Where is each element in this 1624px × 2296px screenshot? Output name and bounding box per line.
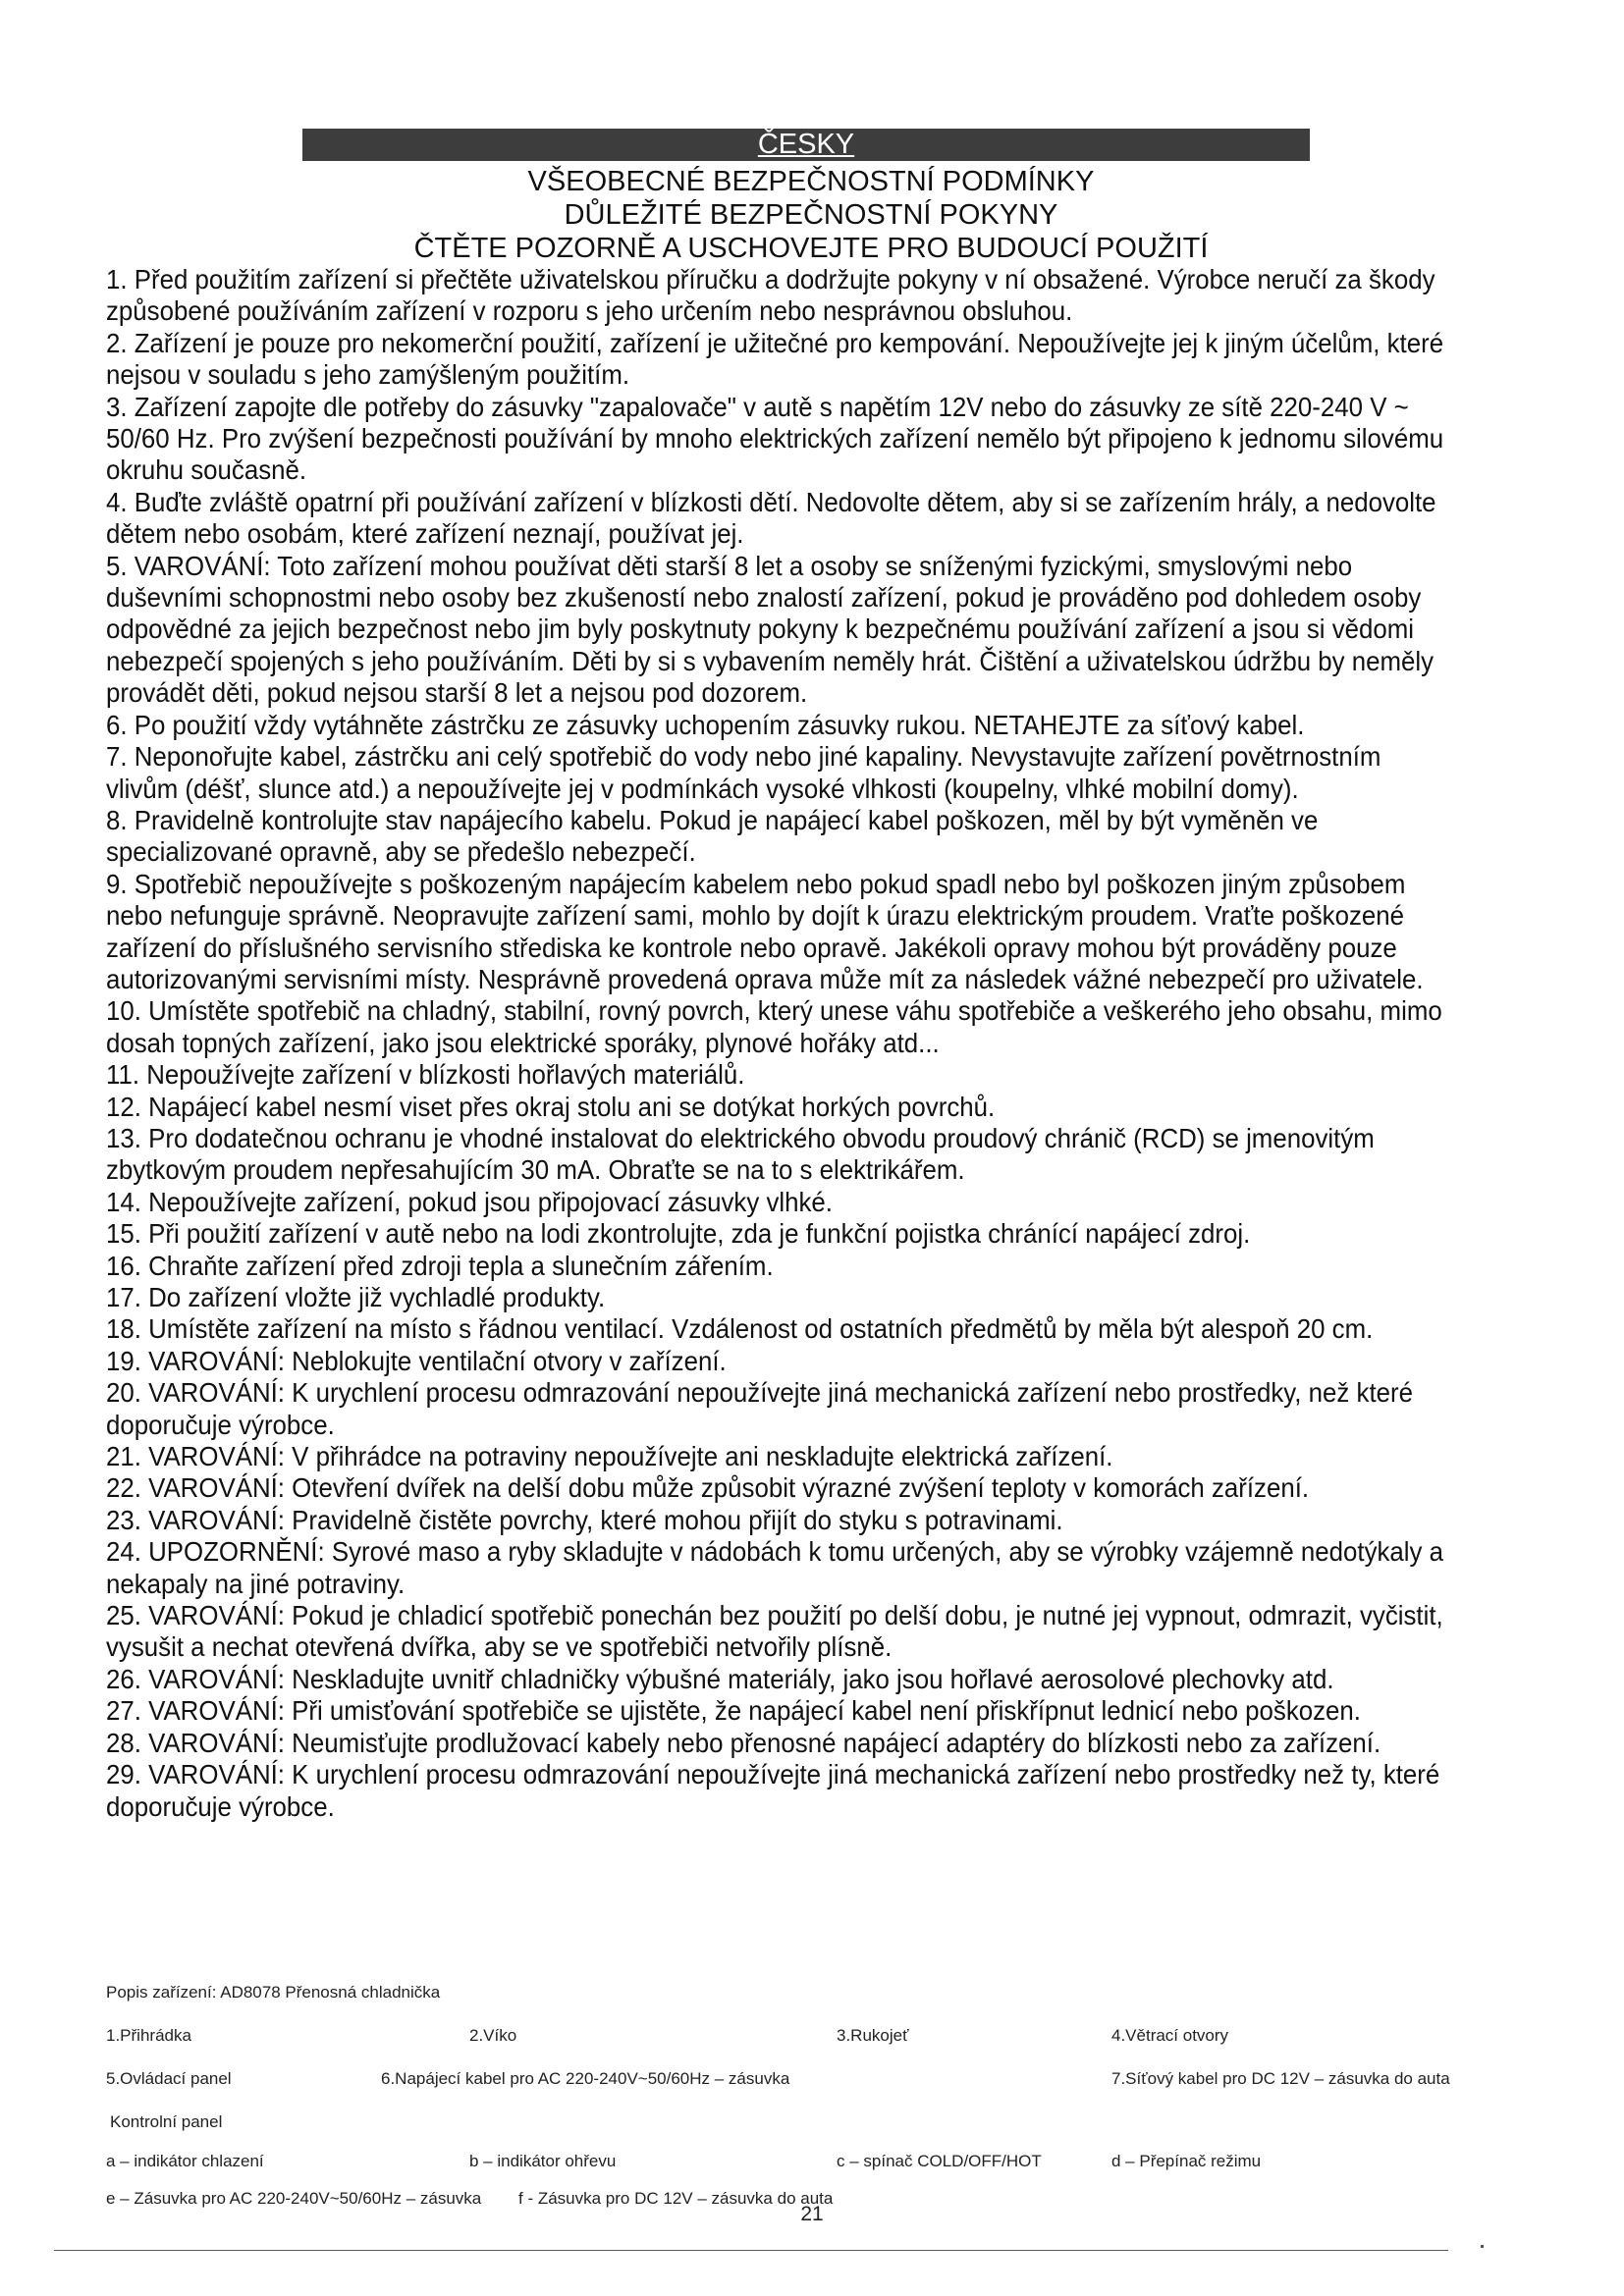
footer-divider [54, 2250, 1448, 2251]
list-item: 18. Umístěte zařízení na místo s řádnou ventilací. Vzdálenost od ostatních předmětů by měla být alespoň 20 cm. [106, 1313, 1374, 1345]
list-item: 5. VAROVÁNÍ: Toto zařízení mohou používat děti starší 8 let a osoby se sníženými fyzickými, smyslovými nebo duševními schopnostmi nebo osoby bez zkušeností nebo znalostí zařízení, pokud je prováděno pod dohledem osoby odpovědné za jejich bezpečnost nebo jim byly poskytnuty pokyny k bezpečnému používání zařízení a jsou si vědomi nebezpečí spojených s jeho používáním. Děti by si s vybavením neměly hrát. Čištění a uživatelskou údržbu by neměly provádět děti, pokud nejsou starší 8 let a nejsou pod dozorem. [106, 550, 1435, 709]
panel-label: d – Přepínač režimu [1111, 2152, 1262, 2170]
list-item: 2. Zařízení je pouze pro nekomerční použití, zařízení je užitečné pro kempování. Nepoužívejte jej k jiným účelům, které nejsou v souladu s jeho zamýšleným použitím. [106, 327, 1444, 391]
list-item: 23. VAROVÁNÍ: Pravidelně čistěte povrchy, které mohou přijít do styku s potravinami. [106, 1504, 1063, 1535]
list-item: 3. Zařízení zapojte dle potřeby do zásuvky "zapalovače" v autě s napětím 12V nebo do zásuvky ze sítě 220-240 V ~ 50/60 Hz. Pro zvýšení bezpečnosti používání by mnoho elektrických zařízení nemělo být připojeno k jednomu silovému okruhu současně. [106, 391, 1444, 486]
list-item: 1. Před použitím zařízení si přečtěte uživatelskou příručku a dodržujte pokyny v ní obsažené. Výrobce neručí za škody způsobené používáním zařízení v rozporu s jeho určením nebo nesprávnou obsluhou. [106, 264, 1435, 327]
part-label: 3.Rukojeť [837, 2026, 909, 2045]
part-label: 5.Ovládací panel [106, 2069, 232, 2088]
language-header-bar: ČESKY [302, 129, 1310, 161]
list-item: 7. Neponořujte kabel, zástrčku ani celý spotřebič do vody nebo jiné kapaliny. Nevystavujte zařízení povětrnostním vlivům (déšť, slunce atd.) a nepoužívejte jej v podmínkách vysoké vlhkosti (koupelny, vlhké mobilní domy). [106, 741, 1381, 804]
heading-important-instructions: DŮLEŽITÉ BEZPEČNOSTNÍ POKYNY [564, 199, 1058, 231]
list-item: 8. Pravidelně kontrolujte stav napájecího kabelu. Pokud je napájecí kabel poškozen, měl by být vyměněn ve specializované opravně, aby se předešlo nebezpečí. [106, 804, 1319, 868]
footer-dot [1481, 2245, 1484, 2248]
page-number: 21 [800, 2203, 824, 2225]
list-item: 21. VAROVÁNÍ: V přihrádce na potraviny nepoužívejte ani neskladujte elektrická zařízení. [106, 1441, 1113, 1472]
part-label: 2.Víko [469, 2026, 517, 2045]
panel-label: c – spínač COLD/OFF/HOT [837, 2152, 1042, 2170]
panel-label: f - Zásuvka pro DC 12V – zásuvka do auta [518, 2189, 834, 2208]
list-item: 17. Do zařízení vložte již vychladlé produkty. [106, 1282, 606, 1312]
safety-instructions-list [106, 264, 1453, 1823]
panel-label: b – indikátor ohřevu [469, 2152, 617, 2170]
list-item: 20. VAROVÁNÍ: K urychlení procesu odmrazování nepoužívejte jiná mechanická zařízení nebo prostředky, než které doporučuje výrobce. [106, 1377, 1414, 1440]
list-item: 15. Při použití zařízení v autě nebo na lodi zkontrolujte, zda je funkční pojistka chránící napájecí zdroj. [106, 1218, 1251, 1250]
part-label: 1.Přihrádka [106, 2026, 191, 2045]
panel-label: a – indikátor chlazení [106, 2152, 264, 2170]
list-item: 27. VAROVÁNÍ: Při umisťování spotřebiče se ujistěte, že napájecí kabel není přiskřípnut lednicí nebo poškozen. [106, 1695, 1361, 1727]
list-item: 26. VAROVÁNÍ: Neskladujte uvnitř chladničky výbušné materiály, jako jsou hořlavé aerosolové plechovky atd. [106, 1663, 1334, 1694]
part-label: 6.Napájecí kabel pro AC 220-240V~50/60Hz – zásuvka [381, 2069, 790, 2088]
list-item: 25. VAROVÁNÍ: Pokud je chladicí spotřebič ponechán bez použití po delší dobu, je nutné jej vypnout, odmrazit, vyčistit, vysušit a nechat otevřená dvířka, aby se ve spotřebiči netvořily plísně. [106, 1600, 1443, 1663]
list-item: 11. Nepoužívejte zařízení v blízkosti hořlavých materiálů. [106, 1059, 745, 1091]
description-title: Popis zařízení: AD8078 Přenosná chladnička [106, 1983, 441, 2002]
list-item: 6. Po použití vždy vytáhněte zástrčku ze zásuvky uchopením zásuvky rukou. NETAHEJTE za síťový kabel. [106, 709, 1305, 740]
part-label: 4.Větrací otvory [1111, 2026, 1229, 2045]
list-item: 13. Pro dodatečnou ochranu je vhodné instalovat do elektrického obvodu proudový chránič (RCD) se jmenovitým zbytkovým proudem nepřesahujícím 30 mA. Obraťte se na to s elektrikářem. [106, 1122, 1375, 1186]
heading-read-carefully: ČTĚTE POZORNĚ A USCHOVEJTE PRO BUDOUCÍ POUŽITÍ [413, 233, 1209, 264]
list-item: 22. VAROVÁNÍ: Otevření dvířek na delší dobu může způsobit výrazné zvýšení teploty v komorách zařízení. [106, 1472, 1310, 1504]
list-item: 10. Umístěte spotřebič na chladný, stabilní, rovný povrch, který unese váhu spotřebiče a veškerého jeho obsahu, mimo dosah topných zařízení, jako jsou elektrické sporáky, plynové hořáky atd... [106, 995, 1442, 1058]
part-label: 7.Síťový kabel pro DC 12V – zásuvka do auta [1111, 2069, 1450, 2088]
section-headings [106, 165, 1516, 265]
list-item: 9. Spotřebič nepoužívejte s poškozeným napájecím kabelem nebo pokud spadl nebo byl poškozen jiným způsobem nebo nefunguje správně. Neopravujte zařízení sami, mohlo by dojít k úrazu elektrickým proudem. Vraťte poškozené zařízení do příslušného servisního střediska ke kontrole nebo opravě. Jakékoli opravy mohou být prováděny pouze autorizovanými servisními místy. Nesprávně provedená oprava může mít za následek vážné nebezpečí pro uživatele. [106, 868, 1424, 994]
panel-label: e – Zásuvka pro AC 220-240V~50/60Hz – zásuvka [106, 2189, 482, 2208]
list-item: 12. Napájecí kabel nesmí viset přes okraj stolu ani se dotýkat horkých povrchů. [106, 1091, 996, 1122]
list-item: 14. Nepoužívejte zařízení, pokud jsou připojovací zásuvky vlhké. [106, 1186, 834, 1217]
list-item: 4. Buďte zvláště opatrní při používání zařízení v blízkosti dětí. Nedovolte dětem, aby si se zařízením hrály, a nedovolte dětem nebo osobám, které zařízení neznají, používat jej. [106, 486, 1436, 550]
heading-general-safety: VŠEOBECNÉ BEZPEČNOSTNÍ PODMÍNKY [527, 166, 1095, 197]
list-item: 24. UPOZORNĚNÍ: Syrové maso a ryby skladujte v nádobách k tomu určených, aby se výrobky vzájemně nedotýkaly a nekapaly na jiné potraviny. [106, 1536, 1444, 1599]
list-item: 16. Chraňte zařízení před zdroji tepla a slunečním zářením. [106, 1250, 774, 1281]
control-panel-title: Kontrolní panel [110, 2112, 223, 2131]
list-item: 29. VAROVÁNÍ: K urychlení procesu odmrazování nepoužívejte jiná mechanická zařízení nebo prostředky než ty, které doporučuje výrobce. [106, 1759, 1440, 1822]
list-item: 19. VAROVÁNÍ: Neblokujte ventilační otvory v zařízení. [106, 1345, 727, 1376]
list-item: 28. VAROVÁNÍ: Neumisťujte prodlužovací kabely nebo přenosné napájecí adaptéry do blízkosti nebo za zařízení. [106, 1727, 1381, 1758]
